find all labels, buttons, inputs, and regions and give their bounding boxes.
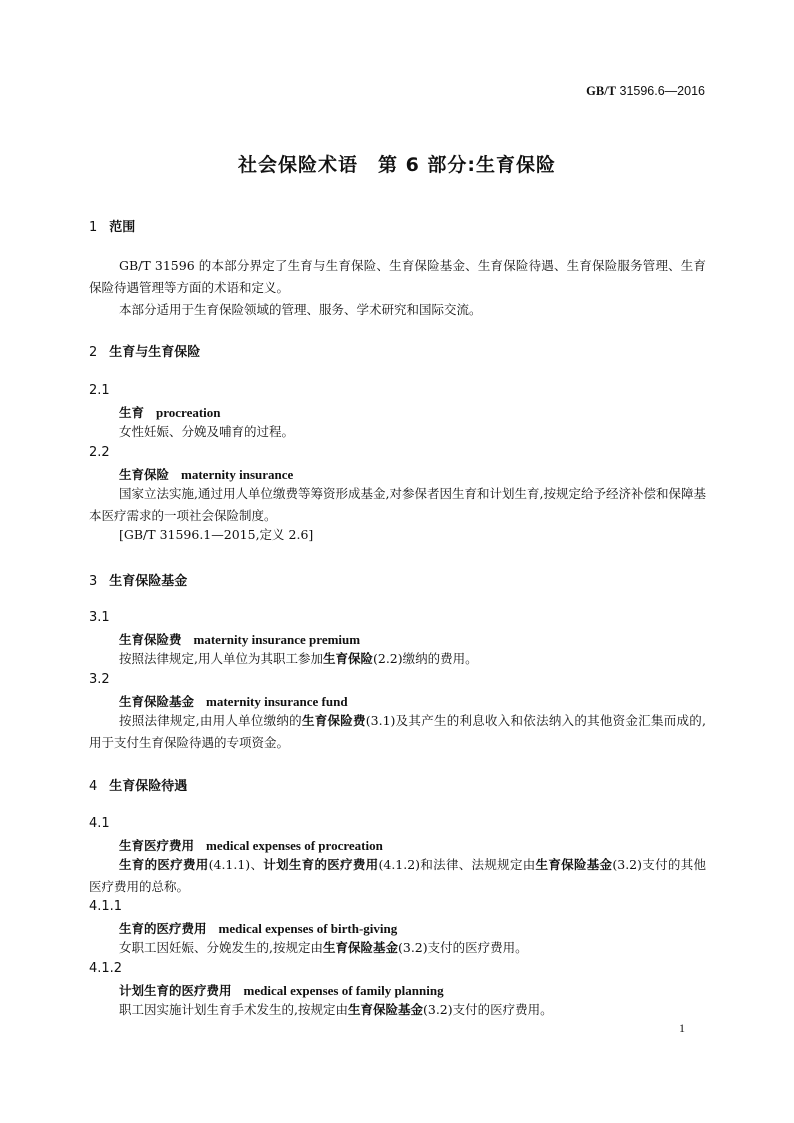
term-definition: 生育的医疗费用(4.1.1)、计划生育的医疗费用(4.1.2)和法律、法规规定由生育保险基金(3.2)支付的其他医疗费用的总称。 bbox=[89, 857, 706, 894]
scope-paragraph-2: 本部分适用于生育保险领域的管理、服务、学术研究和国际交流。 bbox=[119, 302, 482, 317]
term-number: 4.1.1 bbox=[89, 899, 123, 914]
term-title: 生育保险费 maternity insurance premium bbox=[119, 632, 361, 647]
term-title: 生育 procreation bbox=[119, 405, 221, 420]
term-number: 2.2 bbox=[89, 445, 110, 460]
section-heading-1: 1 范围 bbox=[89, 220, 136, 235]
term-definition: 按照法律规定,由用人单位缴纳的生育保险费(3.1)及其产生的利息收入和依法纳入的其他资金汇集而成的,用于支付生育保险待遇的专项资金。 bbox=[89, 713, 706, 750]
term-title: 生育保险 maternity insurance bbox=[119, 467, 294, 482]
term-number: 4.1.2 bbox=[89, 961, 123, 976]
term-title: 生育的医疗费用 medical expenses of birth-giving bbox=[119, 921, 398, 936]
term-number: 3.2 bbox=[89, 672, 110, 687]
term-title: 生育医疗费用 medical expenses of procreation bbox=[119, 838, 383, 853]
page-title: 社会保险术语 第 6 部分:生育保险 bbox=[237, 154, 557, 176]
section-heading-2: 2 生育与生育保险 bbox=[89, 345, 201, 360]
section-heading-3: 3 生育保险基金 bbox=[89, 574, 188, 589]
term-source: [GB/T 31596.1—2015,定义 2.6] bbox=[119, 527, 314, 542]
term-number: 2.1 bbox=[89, 383, 110, 398]
term-number: 3.1 bbox=[89, 610, 110, 625]
page-number: 1 bbox=[679, 1021, 685, 1035]
term-title: 计划生育的医疗费用 medical expenses of family planning bbox=[119, 983, 444, 998]
term-definition: 按照法律规定,用人单位为其职工参加生育保险(2.2)缴纳的费用。 bbox=[119, 651, 478, 666]
document-code: GB/T 31596.6—2016 bbox=[586, 84, 705, 98]
section-heading-4: 4 生育保险待遇 bbox=[89, 779, 188, 794]
term-number: 4.1 bbox=[89, 816, 110, 831]
term-title: 生育保险基金 maternity insurance fund bbox=[119, 694, 348, 709]
term-definition: 职工因实施计划生育手术发生的,按规定由生育保险基金(3.2)支付的医疗费用。 bbox=[119, 1002, 553, 1017]
term-definition: 国家立法实施,通过用人单位缴费等筹资形成基金,对参保者因生育和计划生育,按规定给予经济补偿和保障基本医疗需求的一项社会保险制度。 bbox=[89, 486, 706, 523]
term-definition: 女职工因妊娠、分娩发生的,按规定由生育保险基金(3.2)支付的医疗费用。 bbox=[119, 940, 528, 955]
scope-paragraph-1: GB/T 31596 的本部分界定了生育与生育保险、生育保险基金、生育保险待遇、生育保险服务管理、生育保险待遇管理等方面的术语和定义。 bbox=[89, 258, 706, 295]
term-definition: 女性妊娠、分娩及哺育的过程。 bbox=[119, 424, 295, 439]
